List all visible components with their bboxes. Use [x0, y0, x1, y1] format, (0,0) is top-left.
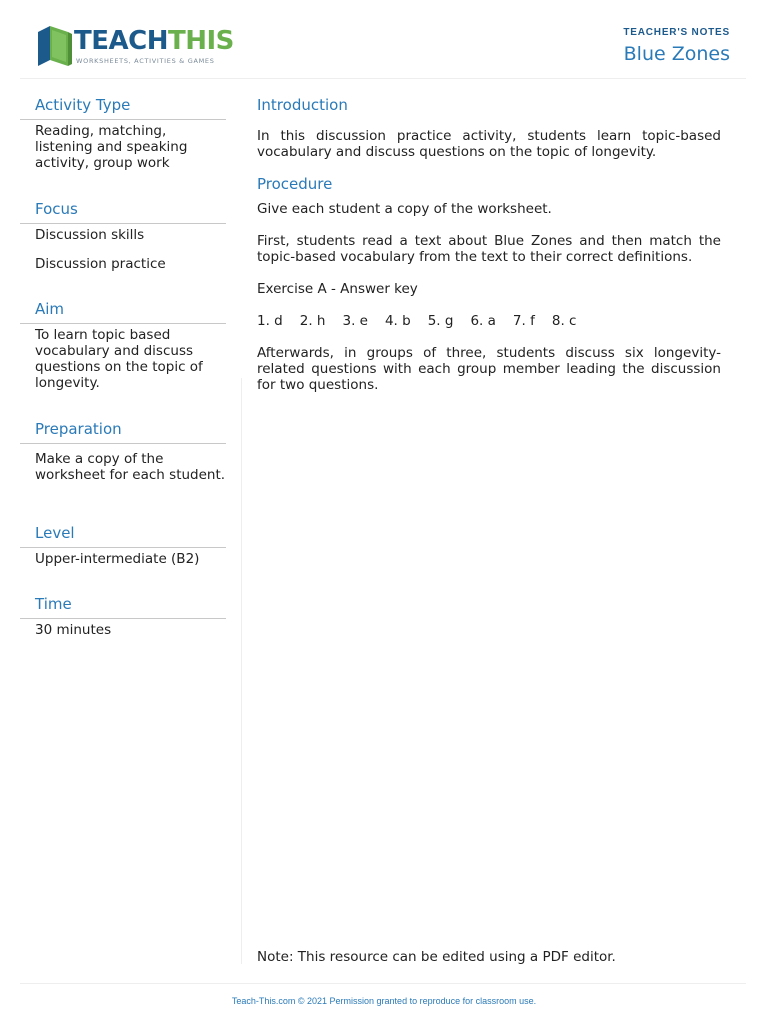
level-heading: Level	[20, 522, 226, 548]
preparation-section	[20, 418, 226, 522]
introduction-heading: Introduction	[257, 96, 348, 114]
logo-wordmark: TEACHTHIS	[74, 26, 234, 56]
time-text: 30 minutes	[35, 622, 112, 638]
teachers-notes-label: TEACHER'S NOTES	[623, 27, 730, 38]
column-divider	[241, 378, 242, 964]
exercise-label: Exercise A - Answer key	[257, 281, 418, 297]
answer-item: 7. f	[512, 313, 535, 329]
procedure-paragraph: Afterwards, in groups of three, students discuss six longevity-related questions with each group member leading the discussion for two questions.	[257, 345, 721, 393]
answer-item: 6. a	[470, 313, 496, 329]
procedure-paragraph: First, students read a text about Blue Zones and then match the topic-based vocabulary from the text to their correct definitions.	[257, 233, 721, 265]
focus-item: Discussion practice	[35, 256, 166, 272]
book-icon	[36, 22, 76, 68]
logo-tagline: WORKSHEETS, ACTIVITIES & GAMES	[76, 57, 215, 65]
activity-type-text: Reading, matching, listening and speaking activity, group work	[35, 123, 188, 171]
answer-item: 5. g	[427, 313, 454, 329]
answer-item: 3. e	[342, 313, 368, 329]
level-section	[20, 522, 226, 593]
aim-text: To learn topic based vocabulary and discuss questions on the topic of longevity.	[35, 327, 203, 391]
answer-key	[257, 313, 721, 329]
answer-item: 8. c	[551, 313, 577, 329]
activity-type-heading: Activity Type	[20, 94, 226, 120]
focus-item: Discussion skills	[35, 227, 145, 243]
level-text: Upper-intermediate (B2)	[35, 551, 200, 567]
activity-type-section	[20, 94, 226, 198]
answer-item: 2. h	[299, 313, 326, 329]
preparation-text: Make a copy of the worksheet for each student.	[35, 451, 226, 483]
procedure-heading: Procedure	[257, 175, 333, 193]
main-content	[257, 94, 721, 393]
editing-note: Note: This resource can be edited using a PDF editor.	[257, 949, 616, 965]
teach-this-logo	[36, 22, 236, 68]
footer-copyright: Teach-This.com © 2021 Permission granted to reproduce for classroom use.	[231, 996, 537, 1006]
preparation-heading: Preparation	[20, 418, 226, 444]
footer-divider	[20, 983, 746, 984]
document-title: Blue Zones	[623, 43, 730, 65]
sidebar	[20, 94, 226, 638]
procedure-paragraph: Give each student a copy of the worksheet.	[257, 201, 552, 217]
aim-section	[20, 298, 226, 418]
introduction-text: In this discussion practice activity, students learn topic-based vocabulary and discuss questions on the topic of longevity.	[257, 128, 721, 160]
focus-heading: Focus	[20, 198, 226, 224]
answer-item: 1. d	[257, 313, 283, 329]
focus-section	[20, 198, 226, 298]
aim-heading: Aim	[20, 298, 226, 324]
time-heading: Time	[20, 593, 226, 619]
time-section	[20, 593, 226, 638]
page-header	[20, 0, 746, 79]
answer-item: 4. b	[384, 313, 411, 329]
